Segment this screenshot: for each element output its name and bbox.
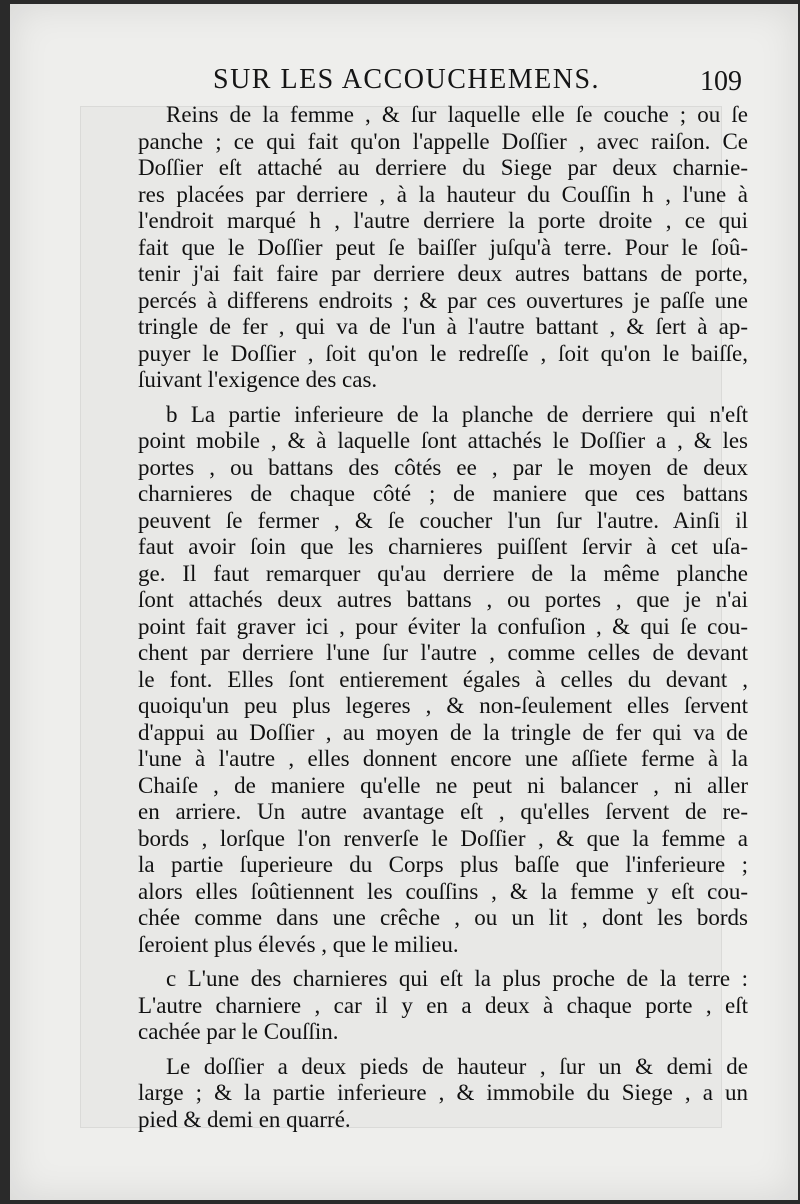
text-line: ſeroient plus élevés , que le milieu. <box>138 931 459 957</box>
text-line: point mobile , & à laquelle ſont attachés le Doſſier a , & les <box>138 428 748 453</box>
running-title: SUR LES ACCOUCHEMENS. <box>213 64 601 95</box>
text-line: chent par derriere l'une ſur l'autre , comme celles de devant <box>138 640 748 665</box>
text-line: fait que le Doſſier peut ſe baiſſer juſqu'à terre. Pour le ſoû- <box>138 234 748 260</box>
paragraph <box>138 102 748 394</box>
text-line: ſuivant l'exigence des cas. <box>138 367 378 392</box>
text-line: alors elles ſoûtiennent les couſſins , & la femme y eſt cou- <box>138 878 748 904</box>
text-line: tenir j'ai fait faire par derriere deux autres battans de porte, <box>138 261 748 286</box>
paragraph <box>138 402 748 959</box>
text-line: d'appui au Doſſier , au moyen de la tringle de fer qui va de <box>138 719 748 745</box>
text-line: chée comme dans une crêche , ou un lit , dont les bords <box>138 905 748 930</box>
text-line: la partie ſuperieure du Corps plus baſſe que l'inferieure ; <box>138 852 748 877</box>
text-line: percés à differens endroits ; & par ces ouvertures je paſſe une <box>138 287 748 313</box>
text-line: panche ; ce qui fait qu'on l'appelle Doſſier , avec raiſon. Ce <box>138 128 748 154</box>
text-line: large ; & la partie inferieure , & immobile du Siege , a un <box>138 1080 748 1105</box>
text-line: Le doſſier a deux pieds de hauteur , ſur un & demi de <box>166 1053 748 1079</box>
book-page <box>10 4 798 1200</box>
text-line: b La partie inferieure de la planche de derriere qui n'eſt <box>166 401 748 427</box>
text-line: ſont attachés deux autres battans , ou portes , que je n'ai <box>138 587 748 612</box>
text-line: bords , lorſque l'on renverſe le Doſſier , & que la femme a <box>138 825 748 851</box>
text-line: Reins de la femme , & ſur laquelle elle ſe couche ; ou ſe <box>166 102 748 127</box>
paragraph-gap <box>138 394 748 402</box>
page-number: 109 <box>700 66 742 97</box>
text-line: L'autre charniere , car il y en a deux à chaque porte , eſt <box>138 992 748 1018</box>
text-line: peuvent ſe fermer , & ſe coucher l'un ſur l'autre. Ainſi il <box>138 507 748 533</box>
text-line: tringle de fer , qui va de l'un à l'autre battant , & ſert à ap- <box>138 314 748 339</box>
text-line: cachée par le Couſſin. <box>138 1019 339 1044</box>
text-line: l'une à l'autre , elles donnent encore une aſſiete ferme à la <box>138 746 748 771</box>
paragraph <box>138 1054 748 1134</box>
text-line: res placées par derriere , à la hauteur du Couſſin h , l'une à <box>138 181 748 207</box>
text-line: charnieres de chaque côté ; de maniere que ces battans <box>138 481 748 506</box>
body-text <box>138 102 748 1133</box>
text-line: quoiqu'un peu plus legeres , & non-ſeulement elles ſervent <box>138 693 748 718</box>
text-line: point fait graver ici , pour éviter la confuſion , & qui ſe cou- <box>138 613 748 639</box>
text-line: faut avoir ſoin que les charnieres puiſſent ſervir à cet uſa- <box>138 534 748 559</box>
paragraph-gap <box>138 1046 748 1054</box>
text-line: l'endroit marqué h , l'autre derriere la porte droite , ce qui <box>138 208 748 233</box>
text-line: le font. Elles ſont entierement égales à celles du devant , <box>138 666 748 692</box>
text-line: Doſſier eſt attaché au derriere du Siege par deux charnie- <box>138 155 748 180</box>
text-line: portes , ou battans des côtés ee , par le moyen de deux <box>138 454 748 480</box>
paragraph-gap <box>138 958 748 966</box>
text-line: pied & demi en quarré. <box>138 1106 351 1132</box>
text-line: c L'une des charnieres qui eſt la plus proche de la terre : <box>166 966 748 991</box>
text-line: ge. Il faut remarquer qu'au derriere de la même planche <box>138 560 748 586</box>
text-line: Chaiſe , de maniere qu'elle ne peut ni balancer , ni aller <box>138 772 748 798</box>
text-line: en arriere. Un autre avantage eſt , qu'elles ſervent de re- <box>138 799 748 824</box>
paragraph <box>138 966 748 1046</box>
text-line: puyer le Doſſier , ſoit qu'on le redreſſe , ſoit qu'on le baiſſe, <box>138 340 748 366</box>
